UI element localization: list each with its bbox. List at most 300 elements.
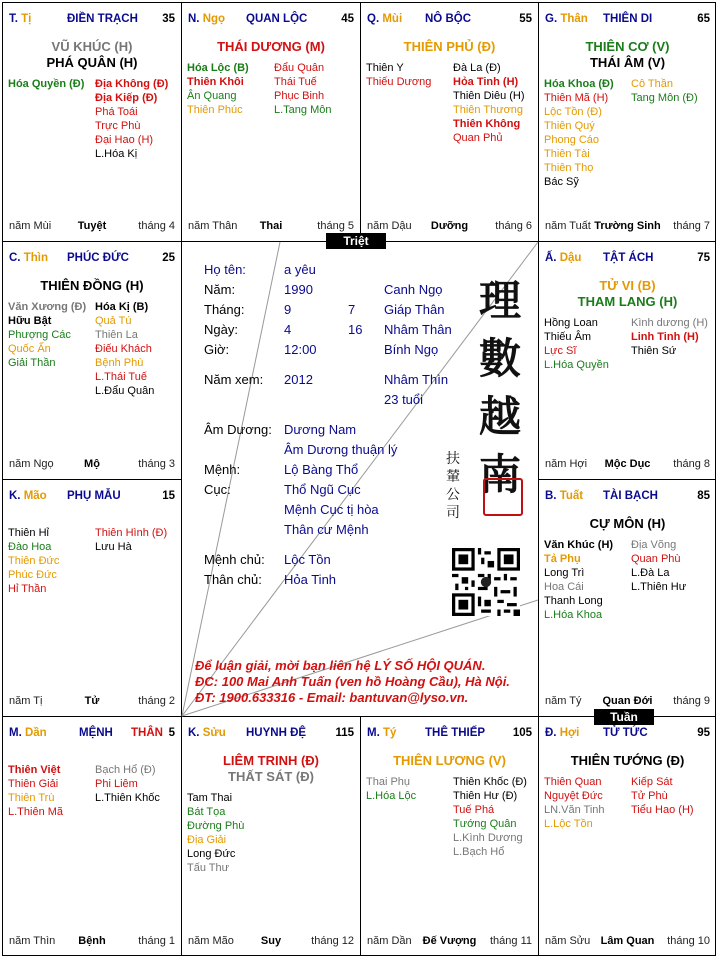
star-item: Thiên Thương [453, 104, 524, 116]
palace-number: 105 [512, 727, 532, 739]
calligraphy-char: 南 [478, 450, 521, 499]
info-am-duong-label: Âm Dương: [204, 422, 272, 437]
star-item: Thanh Long [544, 595, 603, 607]
info-ngay-v1: 4 [284, 322, 292, 337]
main-star: TỬ VI (B) [599, 278, 656, 293]
star-item: Bát Tọa [187, 806, 226, 818]
star-item: Văn Khúc (H) [544, 539, 614, 551]
info-am-duong-v2: Âm Dương thuận lý [284, 442, 398, 457]
star-item: Quả Tú [95, 315, 132, 327]
palace-header [545, 727, 710, 741]
left-star-column [187, 61, 249, 117]
right-star-column [631, 316, 708, 358]
star-item: Văn Xương (Đ) [8, 301, 87, 313]
star-item: Thiên Quý [544, 120, 595, 132]
star-item: Lộc Tồn (Đ) [544, 106, 602, 118]
info-thang-v1: 9 [284, 302, 292, 317]
footer-stage: Quan Đới [602, 695, 653, 707]
palace-footer [545, 220, 710, 233]
branch-label [9, 727, 47, 739]
branch-label [9, 13, 31, 25]
right-star-column [95, 300, 154, 398]
palace-header [188, 727, 354, 741]
branch-label [367, 13, 402, 25]
star-item: Kiếp Sát [631, 776, 673, 788]
palace-tuat[interactable] [539, 480, 716, 716]
seal-char: 輦 [446, 469, 460, 485]
calligraphy-char: 理 [478, 276, 521, 325]
palace-name: THIÊN DI [603, 13, 653, 25]
palace-footer [367, 220, 532, 233]
star-item: Thiên Hỉ [8, 527, 49, 539]
palace-header [188, 13, 354, 27]
footer-year: năm Mùi [9, 220, 52, 232]
palace-ty[interactable] [361, 717, 538, 956]
right-star-column [631, 77, 698, 105]
star-item: Cô Thần [631, 78, 673, 90]
palace-name: QUAN LỘC [246, 13, 308, 25]
star-item: Hóa Lộc (B) [187, 62, 249, 74]
star-item: Bác Sỹ [544, 176, 579, 188]
branch-name: Thân [560, 13, 588, 25]
branch-label [188, 727, 226, 739]
branch-name: Tý [382, 727, 397, 739]
star-item: Bạch Hổ (Đ) [95, 764, 156, 776]
star-item: L.Lộc Tồn [544, 818, 593, 830]
palace-name: ĐIỀN TRẠCH [67, 13, 138, 25]
seal-char: 司 [446, 505, 460, 521]
star-item: Phúc Đức [8, 569, 57, 581]
star-item: Hóa Kị (B) [95, 301, 149, 313]
star-item: L.Hóa Lộc [366, 790, 417, 802]
star-item: L.Thiên Khốc [95, 792, 160, 804]
palace-number: 95 [697, 727, 710, 739]
branch-name: Ngọ [202, 13, 226, 25]
star-item: L.Bạch Hổ [453, 846, 505, 858]
star-item: Linh Tinh (H) [631, 331, 699, 343]
branch-label [545, 490, 583, 502]
main-star: THIÊN PHỦ (Đ) [403, 39, 496, 54]
main-star: LIÊM TRINH (Đ) [222, 753, 320, 768]
palace-number: 35 [162, 13, 175, 25]
palace-footer [367, 935, 532, 948]
star-item: Thiếu Dương [366, 76, 432, 88]
info-nam-xem-v3: Nhâm Thìn [384, 372, 449, 387]
info-gio-v3: Bính Ngọ [384, 342, 439, 357]
red-seal-icon [483, 478, 523, 516]
branch-prefix: M. [367, 727, 380, 739]
palace-header [545, 490, 710, 504]
branch-name: Dậu [559, 252, 582, 264]
star-item: Thiên Y [366, 62, 404, 74]
info-thang-v3: Giáp Thân [384, 302, 445, 317]
branch-label [188, 13, 225, 25]
star-item: L.Kình Dương [453, 832, 523, 844]
star-item: Thiên Mã (H) [544, 92, 609, 104]
calligraphy-char: 數 [478, 334, 521, 383]
right-star-column [631, 538, 686, 594]
star-item: Thiếu Âm [544, 331, 592, 343]
star-item: Ân Quang [187, 90, 237, 102]
info-thang-v2: 7 [348, 302, 356, 317]
star-item: Đào Hoa [8, 541, 52, 553]
palace-name: TẬT ÁCH [603, 252, 654, 264]
star-item: Địa Võng [631, 539, 677, 551]
info-thang-label: Tháng: [204, 302, 245, 317]
star-item: Thiên Hình (Đ) [95, 527, 168, 539]
info-cuc-v2: Mệnh Cục tị hòa [284, 502, 379, 517]
palace-number: 55 [519, 13, 532, 25]
palace-name: HUYNH ĐỆ [246, 727, 307, 739]
star-item: Quan Phủ [453, 132, 503, 144]
footer-stage: Thai [259, 220, 283, 232]
palace-footer [545, 458, 710, 471]
info-menh-label: Mệnh: [204, 462, 241, 477]
star-item: LN.Văn Tinh [544, 804, 605, 816]
star-item: L.Hóa Khoa [544, 609, 603, 621]
contact-block [195, 658, 510, 706]
star-item: L.Thiên Mã [8, 806, 64, 818]
branch-prefix: G. [545, 13, 558, 25]
triet-tag: Triệt [326, 233, 386, 249]
palace-ti[interactable] [3, 3, 181, 241]
info-than-chu-label: Thân chủ: [204, 572, 262, 587]
right-star-column [453, 775, 527, 859]
palace-thin[interactable] [3, 242, 181, 479]
palace-ngo[interactable] [182, 3, 360, 241]
branch-prefix: Q. [367, 13, 380, 25]
info-cuc-v3: Thân cư Mệnh [284, 522, 369, 537]
info-nam-v2: Canh Ngọ [384, 282, 443, 297]
star-item: Hỉ Thần [8, 583, 47, 595]
star-item: Bệnh Phù [95, 357, 144, 369]
branch-prefix: N. [188, 13, 200, 25]
main-star: PHÁ QUÂN (H) [46, 55, 138, 70]
palace-footer [545, 935, 710, 948]
palace-footer [188, 935, 354, 948]
calligraphy-char: 越 [478, 392, 521, 441]
star-item: Thiên Khốc (Đ) [453, 776, 527, 788]
main-star: THIÊN TƯỚNG (Đ) [570, 753, 685, 768]
footer-month: tháng 10 [667, 935, 710, 947]
info-nam-xem-v4: 23 tuổi [384, 392, 424, 407]
right-star-column [453, 61, 525, 145]
star-item: L.Thiên Hư [631, 581, 687, 593]
info-ho-ten: a yêu [284, 262, 316, 277]
main-star: THÁI DƯƠNG (M) [217, 39, 325, 54]
branch-prefix: T. [9, 13, 18, 25]
star-item: Hóa Khoa (Đ) [544, 78, 614, 90]
footer-month: tháng 5 [317, 220, 354, 232]
palace-name: TÀI BẠCH [603, 490, 658, 502]
star-item: Tả Phụ [544, 553, 581, 565]
left-star-column [544, 538, 613, 622]
star-item: Thiên Trù [8, 792, 55, 804]
palace-header [545, 13, 710, 27]
branch-prefix: C. [9, 252, 21, 264]
palace-header [367, 727, 532, 741]
branch-prefix: Đ. [545, 727, 557, 739]
palace-mao[interactable] [3, 480, 181, 716]
footer-stage: Mộc Dục [604, 458, 651, 470]
main-star: THAM LANG (H) [577, 294, 678, 309]
palace-footer [188, 220, 354, 233]
star-item: Thiên Tài [544, 148, 590, 160]
palace-number: 115 [335, 727, 354, 739]
contact-phone-email: ĐT: 1900.633316 - Email: bantuvan@lyso.vn. [195, 690, 469, 705]
contact-line: Để luận giải, mời bạn liên hệ LÝ SỐ HỘI QUÁN. [195, 658, 486, 673]
star-item: Nguyệt Đức [544, 790, 603, 802]
star-item: Địa Kiếp (Đ) [95, 92, 158, 104]
branch-name: Mão [23, 490, 47, 502]
info-cuc-v1: Thổ Ngũ Cục [284, 482, 361, 497]
footer-month: tháng 4 [138, 220, 175, 232]
footer-stage: Đế Vượng [422, 935, 477, 947]
palace-number: 85 [697, 490, 710, 502]
palace-hoi[interactable] [539, 717, 716, 956]
right-star-column [95, 526, 167, 554]
right-star-column [95, 763, 160, 805]
palace-name: PHÚC ĐỨC [67, 252, 129, 264]
branch-prefix: B. [545, 490, 557, 502]
branch-label [545, 13, 588, 25]
star-item: Tấu Thư [187, 862, 230, 874]
main-star: THIÊN ĐỒNG (H) [40, 278, 144, 293]
star-item: Thai Phụ [366, 776, 411, 788]
palace-name: NÔ BỘC [425, 13, 471, 25]
branch-name: Thìn [23, 252, 48, 264]
main-star: THIÊN CƠ (V) [585, 39, 670, 54]
palace-number: 15 [162, 490, 175, 502]
info-menh-v1: Lộ Bàng Thổ [284, 462, 359, 477]
star-item: Đường Phù [187, 820, 245, 832]
footer-stage: Dưỡng [430, 220, 469, 232]
info-ngay-v3: Nhâm Thân [384, 322, 452, 337]
branch-prefix: K. [188, 727, 200, 739]
star-item: Quan Phù [631, 553, 681, 565]
left-star-column [187, 791, 244, 875]
branch-label [545, 252, 581, 264]
footer-year: năm Mão [188, 935, 234, 947]
branch-label [9, 490, 47, 502]
footer-stage: Lâm Quan [600, 935, 655, 947]
star-item: Thiên La [95, 329, 138, 341]
palace-header [9, 252, 175, 266]
calligraphy [470, 272, 530, 504]
star-item: L.Hóa Kị [95, 148, 138, 160]
palace-number: 25 [162, 252, 175, 264]
star-item: Thiên Hư (Đ) [453, 790, 518, 802]
info-menh-chu-label: Mệnh chủ: [204, 552, 265, 567]
footer-year: năm Tý [545, 695, 582, 707]
star-item: Phá Toái [95, 106, 138, 118]
footer-month: tháng 2 [138, 695, 175, 707]
star-item: Thiên Quan [544, 776, 602, 788]
star-item: Hoa Cái [544, 581, 584, 593]
star-item: Thiên Giải [8, 778, 59, 790]
palace-footer [9, 935, 175, 948]
star-item: Thiên Không [453, 118, 521, 130]
star-item: Long Trì [544, 567, 585, 579]
footer-stage: Tuyệt [77, 220, 107, 232]
palace-number: 65 [697, 13, 710, 25]
palace-than-marker: THÂN [131, 727, 163, 739]
left-star-column [366, 61, 431, 89]
palace-footer [9, 458, 175, 471]
star-item: Đà La (Đ) [453, 62, 501, 74]
footer-month: tháng 8 [673, 458, 710, 470]
star-item: Thiên Việt [8, 764, 61, 776]
footer-year: năm Dậu [367, 220, 412, 232]
palace-number: 45 [341, 13, 354, 25]
right-star-column [274, 61, 331, 117]
footer-month: tháng 3 [138, 458, 175, 470]
palace-header [367, 13, 532, 27]
footer-stage: Trường Sinh [594, 220, 661, 232]
palace-number: 5 [168, 727, 175, 739]
main-star: THẤT SÁT (Đ) [228, 769, 314, 784]
left-star-column [366, 775, 416, 803]
star-item: L.Tang Môn [274, 104, 332, 116]
star-item: Đẩu Quân [274, 62, 325, 74]
star-item: Hóa Quyền (Đ) [8, 78, 85, 90]
footer-year: năm Tuất [545, 220, 591, 232]
palace-footer [9, 220, 175, 233]
right-star-column [95, 77, 168, 161]
star-item: Đại Hao (H) [95, 134, 154, 146]
footer-stage: Tử [84, 695, 100, 707]
star-item: Thiên Đức [8, 555, 60, 567]
branch-name: Dần [24, 727, 47, 739]
star-item: Thiên Phúc [187, 104, 243, 116]
palace-footer [9, 695, 175, 708]
footer-month: tháng 9 [673, 695, 710, 707]
qr-code-icon [452, 548, 520, 616]
footer-stage: Suy [260, 935, 282, 947]
star-item: Tuế Phá [453, 804, 495, 816]
palace-name: THÊ THIẾP [425, 727, 486, 739]
branch-name: Hợi [559, 727, 580, 739]
tuan-tag: Tuần [594, 709, 654, 725]
footer-month: tháng 6 [495, 220, 532, 232]
info-am-duong-v1: Dương Nam [284, 422, 357, 437]
palace-dau[interactable] [539, 242, 716, 479]
branch-prefix: Ấ. [545, 252, 557, 264]
footer-month: tháng 11 [489, 935, 532, 947]
star-item: Phượng Các [8, 329, 71, 341]
star-item: L.Hóa Quyền [544, 359, 609, 371]
footer-stage: Bệnh [78, 935, 106, 947]
info-menh-chu-v1: Lộc Tồn [284, 552, 331, 567]
star-item: Điếu Khách [95, 343, 152, 355]
star-item: Thiên Thọ [544, 162, 594, 174]
palace-name: MỆNH [79, 727, 113, 739]
star-item: Tang Môn (Đ) [631, 92, 698, 104]
footer-year: năm Hợi [545, 458, 588, 470]
info-ngay-v2: 16 [348, 322, 363, 337]
branch-label [367, 727, 396, 739]
star-item: Tướng Quân [453, 818, 517, 830]
branch-prefix: K. [9, 490, 21, 502]
palace-than[interactable] [539, 3, 716, 241]
left-star-column [8, 77, 84, 91]
info-gio-label: Giờ: [204, 342, 230, 357]
footer-year: năm Thân [188, 220, 238, 232]
seal-text [446, 450, 466, 522]
palace-header [9, 13, 175, 27]
footer-year: năm Dần [367, 935, 412, 947]
info-ho-ten-label: Họ tên: [204, 262, 246, 277]
star-item: Địa Giải [187, 834, 227, 846]
star-item: L.Đà La [631, 567, 670, 579]
star-item: Lực Sĩ [544, 345, 577, 357]
star-item: Hồng Loan [544, 317, 598, 329]
footer-month: tháng 1 [138, 935, 175, 947]
star-item: Thiên Diêu (H) [453, 90, 525, 102]
contact-address: ĐC: 100 Mai Anh Tuấn (ven hồ Hoàng Cầu), Hà Nội. [195, 674, 510, 689]
main-star: THIÊN LƯƠNG (V) [393, 753, 506, 768]
branch-name: Sửu [202, 727, 226, 739]
left-star-column [544, 775, 605, 831]
footer-year: năm Thìn [9, 935, 56, 947]
palace-footer [545, 695, 710, 708]
star-item: Tử Phù [631, 790, 668, 802]
star-item: Phi Liêm [95, 778, 138, 790]
star-item: L.Thái Tuế [95, 371, 147, 383]
palace-header [9, 490, 175, 504]
footer-year: năm Ngọ [9, 458, 54, 470]
palace-name: PHỤ MẪU [67, 490, 121, 502]
branch-label [9, 252, 48, 264]
branch-name: Tị [21, 13, 32, 25]
palace-dan[interactable] [3, 717, 181, 956]
star-item: Phục Binh [274, 90, 325, 102]
info-nam-xem-label: Năm xem: [204, 372, 264, 387]
branch-prefix: M. [9, 727, 22, 739]
star-item: Hữu Bật [8, 315, 52, 327]
seal-char: 公 [446, 487, 460, 503]
branch-label [545, 727, 579, 739]
palace-name: TỬ TỨC [603, 727, 648, 739]
left-star-column [8, 526, 59, 596]
left-star-column [8, 763, 63, 819]
palace-header [9, 727, 175, 741]
info-cuc-label: Cục: [204, 482, 231, 497]
info-nam-label: Năm: [204, 282, 236, 297]
star-item: Thiên Khôi [187, 76, 244, 88]
star-item: Lưu Hà [95, 541, 132, 553]
main-star: CỰ MÔN (H) [589, 516, 666, 531]
palace-suu[interactable] [182, 717, 360, 956]
star-item: Phong Cáo [544, 134, 600, 146]
star-item: Kình dương (H) [631, 317, 708, 329]
palace-header [545, 252, 710, 266]
info-than-chu-v1: Hỏa Tinh [284, 572, 337, 587]
footer-year: năm Tị [9, 695, 43, 707]
star-item: Tiểu Hao (H) [631, 804, 694, 816]
palace-number: 75 [697, 252, 710, 264]
branch-name: Mùi [382, 13, 403, 25]
star-item: Trực Phù [95, 120, 141, 132]
right-star-column [631, 775, 694, 817]
info-gio-v1: 12:00 [284, 342, 317, 357]
palace-mui[interactable] [361, 3, 538, 241]
star-item: Quốc Ấn [8, 343, 51, 355]
main-star: THÁI ÂM (V) [589, 55, 666, 70]
footer-year: năm Sửu [545, 935, 591, 947]
star-item: Tam Thai [187, 792, 233, 804]
star-item: Địa Không (Đ) [95, 78, 169, 90]
